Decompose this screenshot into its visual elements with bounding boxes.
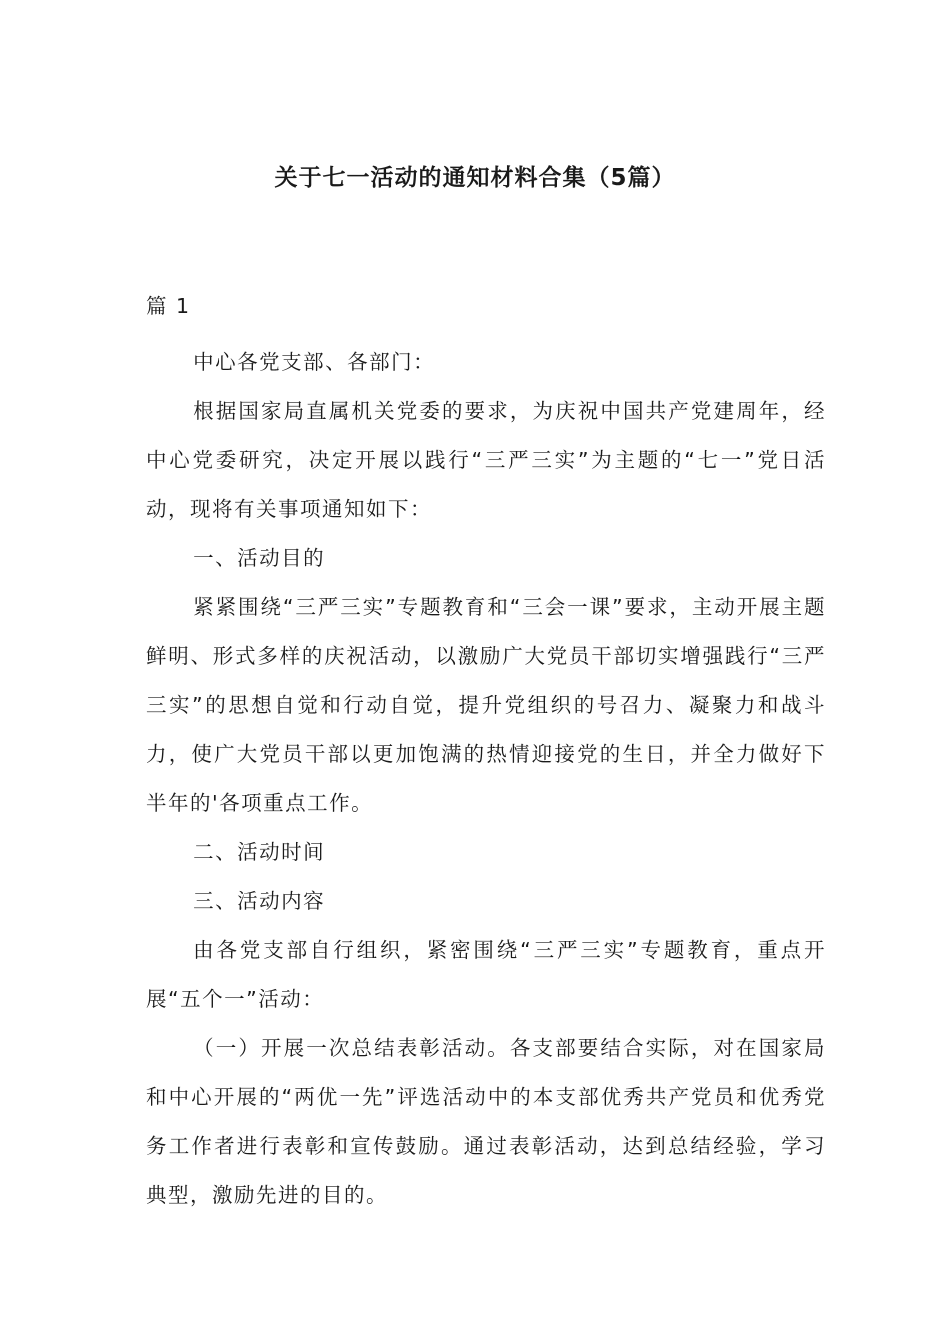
document-body [146, 282, 826, 1220]
intro-paragraph: 根据国家局直属机关党委的要求，为庆祝中国共产党建周年，经中心党委研究，决定开展以践行“三严三实”为主题的“七一”党日活动，现将有关事项通知如下： [146, 399, 826, 521]
purpose-paragraph: 紧紧围绕“三严三实”专题教育和“三会一课”要求，主动开展主题鲜明、形式多样的庆祝活动，以激励广大党员干部切实增强践行“三严三实”的思想自觉和行动自觉，提升党组织的号召力、凝聚力和战斗力，使广大党员干部以更加饱满的热情迎接党的生日，并全力做好下半年的'各项重点工作。 [146, 595, 826, 815]
salutation-paragraph: 中心各党支部、各部门： [193, 350, 436, 374]
item-one-paragraph: （一）开展一次总结表彰活动。各支部要结合实际，对在国家局和中心开展的“两优一先”评选活动中的本支部优秀共产党员和优秀党务工作者进行表彰和宣传鼓励。通过表彰活动，达到总结经验，学习典型，激励先进的目的。 [146, 1036, 826, 1207]
heading-activity-content: 三、活动内容 [193, 889, 326, 913]
document-title: 关于七一活动的通知材料合集（5篇） [274, 165, 676, 191]
content-intro-paragraph: 由各党支部自行组织，紧密围绕“三严三实”专题教育，重点开展“五个一”活动： [146, 938, 826, 1011]
heading-activity-time: 二、活动时间 [193, 840, 326, 864]
heading-activity-purpose: 一、活动目的 [193, 546, 326, 570]
section-label: 篇 1 [146, 294, 191, 318]
